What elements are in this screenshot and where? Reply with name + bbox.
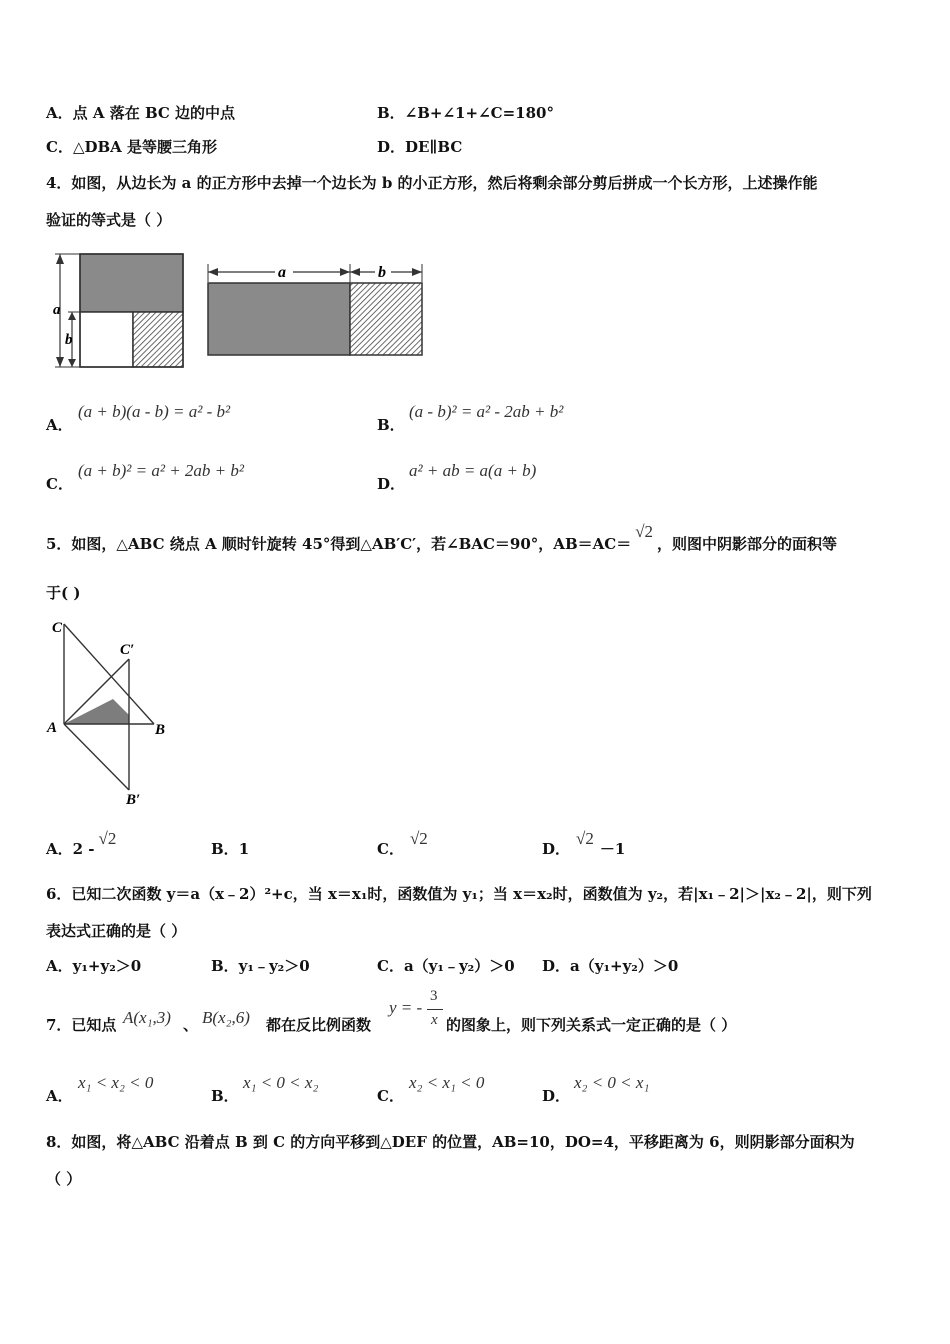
q4-stem-line2: 验证的等式是（ ） — [46, 211, 172, 229]
q7-fraction-bar — [427, 1009, 443, 1010]
q3-option-a: A．点 A 落在 BC 边的中点 — [46, 104, 236, 122]
q3-option-d: D．DE∥BC — [377, 138, 463, 156]
q4-label-b-left: b — [65, 332, 73, 348]
q5-label-c-prime: C′ — [120, 642, 135, 658]
q5-label-b-prime: B′ — [126, 792, 141, 808]
q7-option-b-label: B． — [211, 1087, 239, 1105]
q5-option-a: A．2 -√2 — [46, 829, 117, 858]
q4-option-b-label: B． — [377, 416, 405, 434]
q4-label-b-top: b — [378, 264, 386, 281]
q8-stem-line2: （ ） — [46, 1170, 82, 1188]
q7-function-numerator: 3 — [430, 988, 438, 1004]
q4-stem-line1: 4．如图，从边长为 a 的正方形中去掉一个边长为 b 的小正方形，然后将剩余部分剪后拼成一个长方形，上述操作能 — [46, 174, 818, 192]
q4-option-a-math: (a + b)(a - b) = a² - b² — [78, 402, 231, 421]
q7-option-c-math: x₂ < x₁ < 0 — [409, 1073, 485, 1092]
q6-option-b: B．y₁﹣y₂＞0 — [211, 957, 310, 975]
q6-stem-line1: 6．已知二次函数 y＝a（x﹣2）²+c，当 x＝x₁时，函数值为 y₁；当 x＝x₂时，函数值为 y₂，若|x₁﹣2|＞|x₂﹣2|，则下列 — [46, 885, 872, 903]
q7-option-c-label: C． — [377, 1087, 404, 1105]
q7-separator: 、 — [183, 1016, 199, 1034]
q4-option-d-math: a² + ab = a(a + b) — [409, 461, 537, 480]
q5-sqrt2: √2 — [635, 522, 654, 541]
q7-option-a-label: A． — [46, 1087, 73, 1105]
q7-option-a-math: x₁ < x₂ < 0 — [78, 1073, 154, 1092]
q4-label-a-left: a — [53, 302, 61, 318]
q5-option-b: B．1 — [211, 840, 250, 858]
q7-option-b-math: x₁ < 0 < x₂ — [243, 1073, 319, 1092]
q7-function-lhs: y = - — [389, 998, 423, 1017]
q6-option-a: A．y₁+y₂＞0 — [46, 957, 142, 975]
q3-option-c: C．△DBA 是等腰三角形 — [46, 138, 218, 156]
q7-option-d-math: x₂ < 0 < x₁ — [574, 1073, 650, 1092]
q4-option-d-label: D． — [377, 475, 406, 493]
q5-stem-line2: 于( ) — [46, 584, 81, 602]
q5-option-c: C．√2 — [377, 829, 428, 858]
q4-hatched-square — [133, 312, 183, 367]
q4-white-rect — [80, 312, 133, 367]
q7-option-d-label: D． — [542, 1087, 571, 1105]
q5-label-a: A — [47, 720, 58, 736]
q5-stem-part2: ，则图中阴影部分的面积等 — [657, 535, 838, 553]
q4-option-b-math: (a - b)² = a² - 2ab + b² — [409, 402, 564, 421]
q7-point-a: A(x₁,3) — [123, 1008, 171, 1027]
q6-option-d: D．a（y₁+y₂）＞0 — [542, 957, 679, 975]
q4-option-a-label: A． — [46, 416, 73, 434]
q4-shaded-rect-top — [80, 254, 183, 312]
q4-figure-square — [50, 248, 190, 372]
q5-figure — [44, 618, 174, 810]
q4-hatched-rect — [350, 283, 422, 355]
q5-label-b: B — [155, 722, 166, 738]
q4-shaded-rect — [208, 283, 350, 355]
q7-stem-mid: 都在反比例函数 — [266, 1016, 372, 1034]
q5-shaded-region — [64, 699, 129, 724]
q4-option-c-label: C． — [46, 475, 73, 493]
q5-label-c: C — [52, 620, 63, 636]
q7-function-denominator: x — [431, 1012, 438, 1028]
q6-option-c: C．a（y₁﹣y₂）＞0 — [377, 957, 515, 975]
q6-stem-line2: 表达式正确的是（ ） — [46, 922, 187, 940]
q3-option-b: B．∠B+∠1+∠C=180° — [377, 104, 554, 122]
q4-label-a-top: a — [278, 264, 286, 281]
q5-stem-part1: 5．如图，△ABC 绕点 A 顺时针旋转 45°得到△AB′C′，若∠BAC＝90°，AB＝AC＝ — [46, 535, 632, 553]
q7-point-b: B(x₂,6) — [202, 1008, 250, 1027]
q7-stem-post: 的图象上，则下列关系式一定正确的是（ ） — [446, 1016, 737, 1034]
q7-stem-pre: 7．已知点 — [46, 1016, 117, 1034]
q8-stem-line1: 8．如图，将△ABC 沿着点 B 到 C 的方向平移到△DEF 的位置，AB=10，DO=4，平移距离为 6，则阴影部分面积为 — [46, 1133, 855, 1151]
q4-option-c-math: (a + b)² = a² + 2ab + b² — [78, 461, 244, 480]
q4-figure-rectangle — [202, 258, 432, 362]
q5-stem-line1 — [46, 522, 838, 554]
q5-option-d: D．√2－1 — [542, 829, 626, 858]
